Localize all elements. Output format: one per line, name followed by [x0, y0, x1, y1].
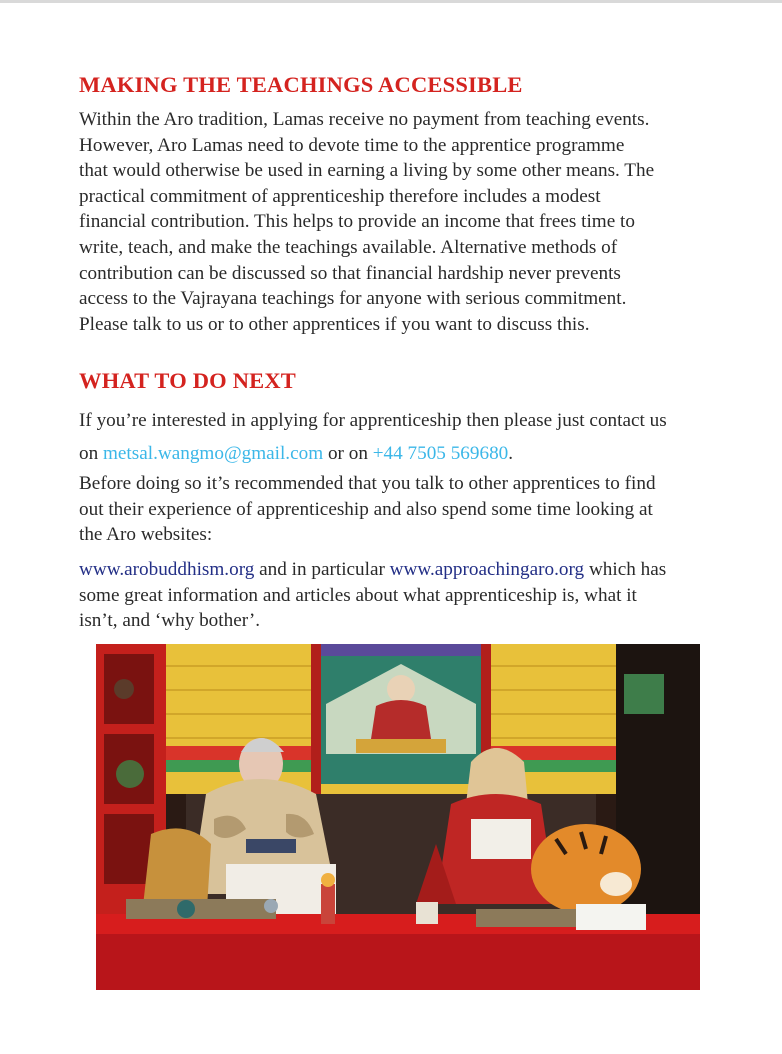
approachingaro-link[interactable]: www.approachingaro.org: [389, 559, 585, 580]
body-line: out their experience of apprenticeship and also spend some time looking at: [79, 498, 653, 520]
body-line: isn’t, and ‘why bother’.: [79, 610, 261, 632]
text-fragment: which has: [584, 559, 667, 580]
text-fragment: or on: [323, 443, 373, 464]
body-line: Before doing so it’s recommended that you talk to other apprentices to find: [79, 473, 656, 494]
body-line: access to the Vajrayana teachings for anyone with serious commitment.: [79, 288, 627, 310]
section-body-accessible: [79, 107, 739, 337]
arobuddhism-link[interactable]: www.arobuddhism.org: [79, 559, 255, 580]
body-line: practical commitment of apprenticeship therefore includes a modest: [79, 185, 601, 207]
top-border: [0, 0, 782, 3]
body-line: the Aro websites:: [79, 524, 213, 546]
email-link[interactable]: metsal.wangmo@gmail.com: [102, 443, 324, 464]
body-line: contribution can be discussed so that financial hardship never prevents: [79, 262, 621, 284]
section-heading-accessible: MAKING THE TEACHINGS ACCESSIBLE: [79, 72, 523, 97]
body-line: Please talk to us or to other apprentices if you want to discuss this.: [79, 313, 590, 335]
body-line: financial contribution. This helps to provide an income that frees time to: [79, 211, 635, 233]
text-fragment: .: [508, 443, 514, 464]
body-line: some great information and articles about what apprenticeship is, what it: [79, 584, 637, 606]
section-heading-next: WHAT TO DO NEXT: [79, 368, 297, 393]
phone-link[interactable]: +44 7505 569680: [372, 443, 509, 464]
body-line: write, teach, and make the teachings available. Alternative methods of: [79, 236, 618, 258]
advice-paragraph: [79, 471, 739, 548]
photo-lamas-shrine-room: [96, 644, 700, 990]
text-fragment: on: [79, 443, 103, 464]
body-line: If you’re interested in applying for apprenticeship then please just contact us: [79, 410, 667, 431]
websites-paragraph: [79, 557, 739, 634]
body-line: Within the Aro tradition, Lamas receive no payment from teaching events.: [79, 109, 650, 130]
body-line: that would otherwise be used in earning a living by some other means. The: [79, 160, 655, 182]
text-fragment: and in particular: [254, 559, 390, 580]
photo-illustration: [96, 644, 700, 990]
body-line: However, Aro Lamas need to devote time to the apprentice programme: [79, 134, 625, 156]
contact-paragraph: [79, 404, 739, 470]
